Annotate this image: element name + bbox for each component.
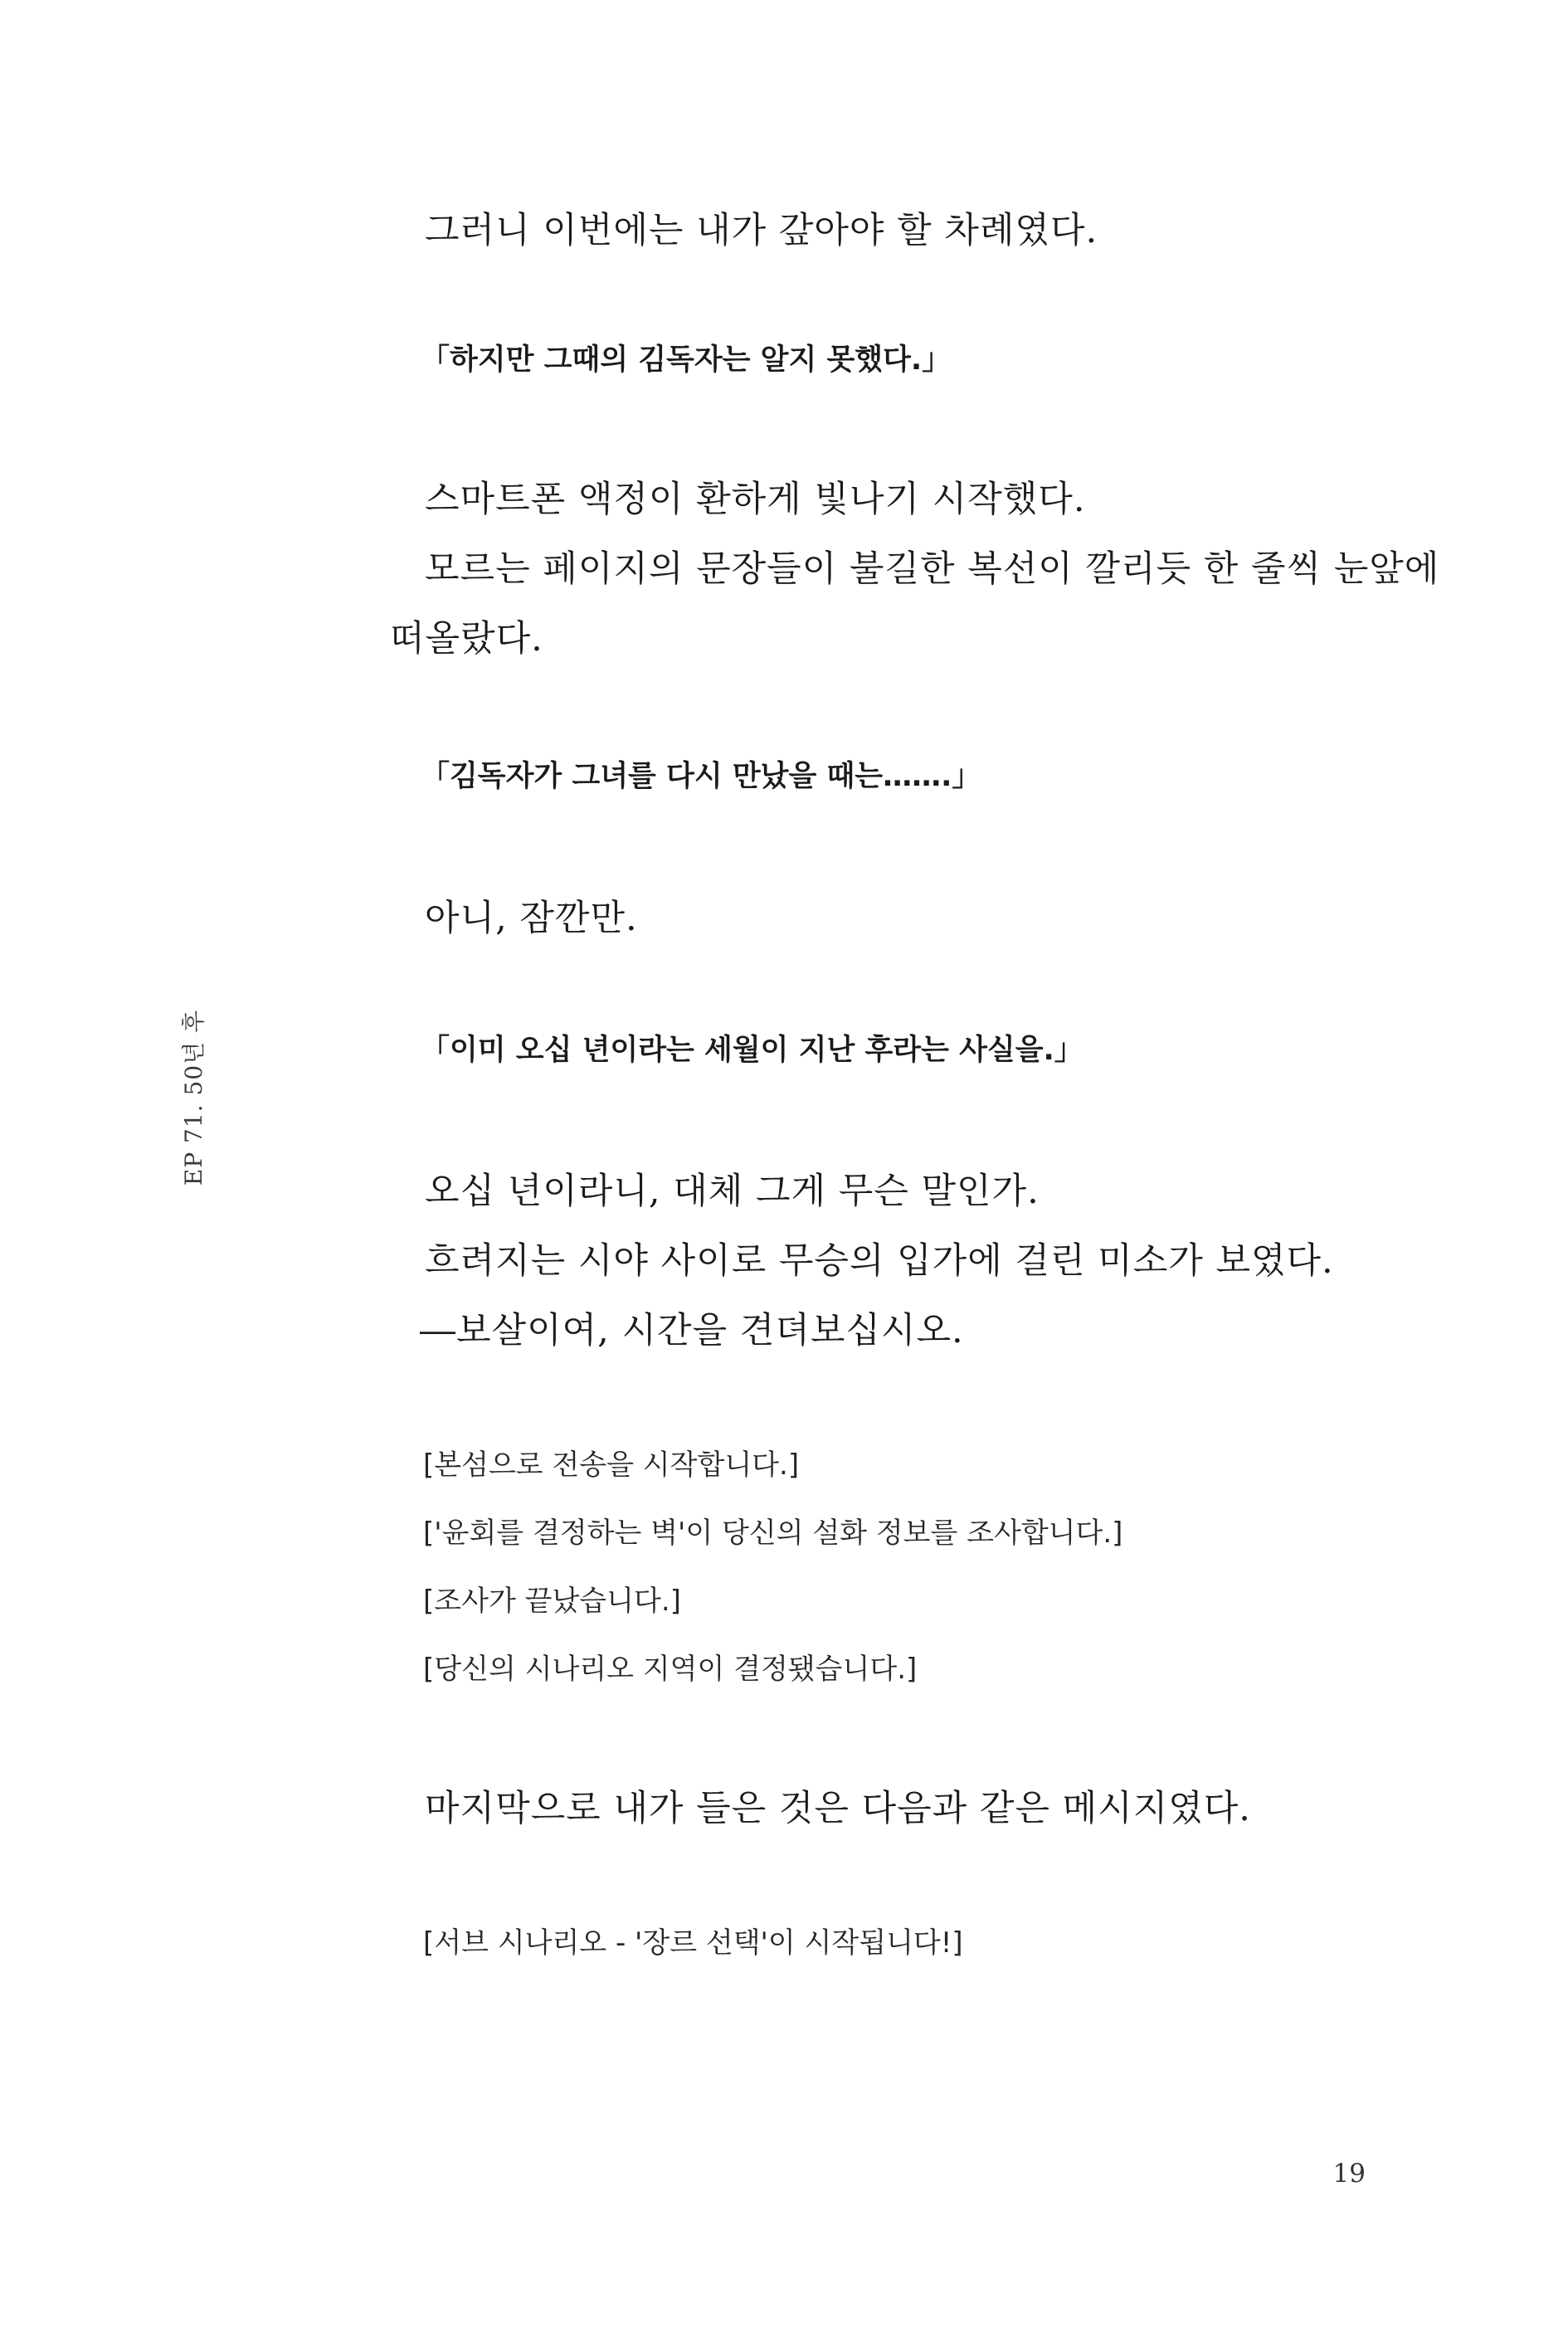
system-message: [서브 시나리오 - '장르 선택'이 시작됩니다!]: [423, 1926, 963, 1960]
system-message: [본섬으로 전송을 시작합니다.]: [423, 1449, 800, 1482]
system-message: [조사가 끝났습니다.]: [423, 1585, 681, 1618]
paragraph-line: 그러니 이번에는 내가 갚아야 할 차례였다.: [425, 210, 1098, 251]
paragraph-line: 오십 년이라니, 대체 그게 무슨 말인가.: [425, 1171, 1040, 1212]
paragraph-line: 모르는 페이지의 문장들이 불길한 복선이 깔리듯 한 줄씩 눈앞에: [425, 548, 1440, 590]
paragraph-line: 떠올랐다.: [390, 618, 543, 660]
paragraph-line: 흐려지는 시야 사이로 무승의 입가에 걸린 미소가 보였다.: [425, 1240, 1334, 1282]
paragraph-line: 아니, 잠깐만.: [425, 898, 638, 939]
system-message: ['윤회를 결정하는 벽'이 당신의 설화 정보를 조사합니다.]: [423, 1517, 1123, 1550]
paragraph-line: 스마트폰 액정이 환하게 빛나기 시작했다.: [425, 479, 1086, 520]
page-number: 19: [1332, 2159, 1366, 2189]
paragraph-line: ―보살이여, 시간을 견뎌보십시오.: [420, 1310, 964, 1351]
system-message: [당신의 시나리오 지역이 결정됐습니다.]: [423, 1653, 918, 1686]
running-header: EP 71. 50년 후: [180, 1009, 207, 1186]
paragraph-line: 마지막으로 내가 들은 것은 다음과 같은 메시지였다.: [425, 1788, 1251, 1829]
story-quote: 「하지만 그때의 김독자는 알지 못했다.」: [421, 343, 952, 377]
story-quote: 「김독자가 그녀를 다시 만났을 때는…….」: [421, 760, 981, 793]
story-quote: 「이미 오십 년이라는 세월이 지난 후라는 사실을.」: [421, 1034, 1083, 1067]
